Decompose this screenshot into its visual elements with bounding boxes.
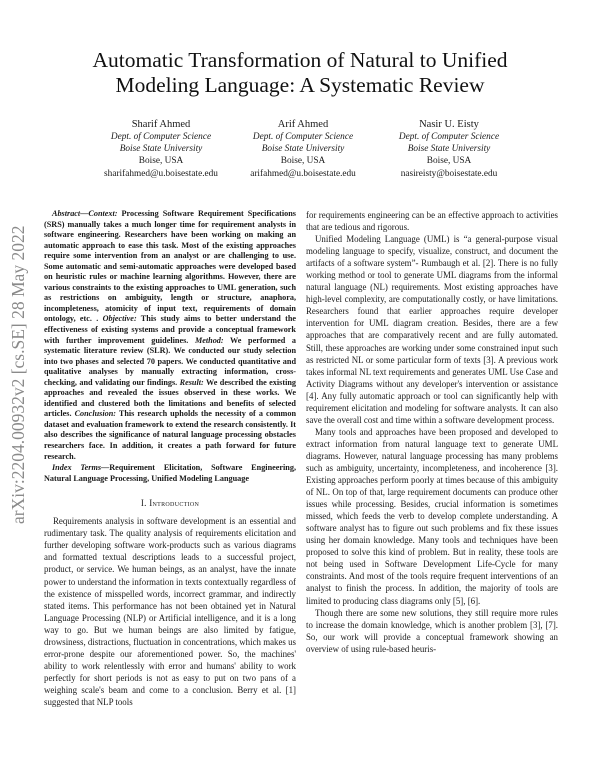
intro-paragraph-uml: Unified Modeling Language (UML) is “a general-purpose visual modeling language to specify, visualize, construct, and document the artifacts of a software system”- Rumbaugh et al. [2]. There is no fully working method or tool to generate UML diagrams from the informal natural language (NL) requirements. Most existing approaches have high-level complexity, are computationally costly, or have limitations. Researchers found that earlier approaches require developer intervention for UML diagram creation. Besides, there are a few approaches that are comparatively recent and are fully automated. Still, these approaches are working under some constrained input such as restricted NL or some particular form of texts [3]. A previous work takes informal NL text requirements and generates UML Use Case and Activity Diagrams without any developer's intervention or assistance [4]. Any fully automatic approach or tool can significantly help with requirement elicitation and modeling for software analysts. It can also save the overall cost and time within a software development process. [306,234,558,425]
author-name: Nasir U. Eisty [419,119,479,130]
abstract-context: Processing Software Requirement Specifications (SRS) manually takes a much longer time for requirement analysts in software engineering. Researchers have been working on making an automatic approach to ease this task. Most of the existing approaches require some intervention from an analyst or are challenging to use. Some automatic and semi-automatic approaches were developed based on heuristic rules or machine learning algorithms. However, there are various constraints to the existing approaches to UML generation, such as restrictions on ambiguity, length or structure, anaphora, incompleteness, atomicity of input text, requirements of domain ontology, etc. . [44,209,296,324]
author-department: Dept. of Computer Science [398,132,500,142]
abstract-objective: This study aims to better understand the effectiveness of existing systems and provide a conceptual framework with further improvement guidelines. [44,314,297,345]
arxiv-identifier: arXiv:2204.00932v2 [cs.SE] 28 May 2022 [8,225,28,525]
abstract-result-label: Result: [179,377,204,387]
index-terms-label: Index Terms [52,463,102,473]
intro-paragraph-1: Requirements analysis in software development is an essential and rudimentary task. The quality analysis of requirements elicitation and further developing software work-products such as various diagrams and formatted textual descriptions leads to a successful project, product, or service. We human beings, as an analyst, have the innate power to understand the information in texts contextually regardless of the existence of misspelled words, incorrect grammar, and indirectly stated items. This performance has not been obtained yet in Natural Language Processing (NLP) or Artificial intelligence, and it is a long way to go. But we human beings are also limited by fatigue, drowsiness, distractions, fluctuation in concentrations, which makes us error-prone despite our aforementioned power. So, the machines' ability to work relentlessly with error and humans' ability to work perfectly for short periods is not as easy to put on two pans of a weighing scale's beam and come to a conclusion. Berry et al. [1] suggested that NLP tools [44,516,296,707]
section-heading-introduction: I. Introduction [140,498,200,509]
author-city: Boise, USA [138,156,184,167]
intro-paragraph-solutions: Though there are some new solutions, they still require more rules to increase the domain knowledge, which is another problem [3], [7]. So, our work will provide a conceptual framework showing an overview of using rule-based heuris- [306,607,558,654]
intro-paragraph-continuation: for requirements engineering can be an effective approach to activities that are tedious and rigorous. [306,210,558,233]
index-terms-text: —Requirement Elicitation, Software Engineering, Natural Language Processing, Unified Modeling Language [44,463,296,483]
abstract-conclusion-label: Conclusion: [74,409,116,419]
left-column [44,209,296,708]
author-city: Boise, USA [426,156,472,167]
abstract-method-label: Method: [194,335,224,345]
abstract-objective-label: Objective: [102,314,137,324]
intro-paragraph-tools: Many tools and approaches have been proposed and developed to extract information from natural language text to generate UML diagrams. However, natural language processing has many problems such as ambiguity, uncertainty, incompleteness, and incoherence [3]. Existing approaches perform poorly at times because of this ambiguity of NL. On top of that, large requirement documents can produce other issues while processing. Besides, crucial information is sometimes missed, which feeds the verb to develop complete understanding. A software analyst has to figure out such problems and fix these issues using her domain knowledge. Many tools and techniques have been proposed to solve this kind of problem. But in reality, these tools are not being used in Software Development Life-Cycle for many constraints. And most of the tools require frequent interventions of an analyst to finish the process. In addition, the majority of tools are limited to producing class diagrams only [5], [6]. [306,426,558,606]
title-line-1: Automatic Transformation of Natural to Unified [92,48,508,72]
author-department: Dept. of Computer Science [252,132,354,142]
author-department: Dept. of Computer Science [110,132,212,142]
author-name: Sharif Ahmed [131,119,191,130]
author-email[interactable]: arifahmed@u.boisestate.edu [250,168,356,179]
title-line-2: Modeling Language: A Systematic Review [115,73,485,97]
author-name: Arif Ahmed [277,119,329,130]
author-university: Boise State University [119,144,203,155]
abstract-result: We described the existing approaches and revealed the issues observed in these works. We identified and clustered both the limitations and benefits of selected articles. [44,377,297,419]
author-email[interactable]: nasireisty@boisestate.edu [400,168,498,179]
author-block-2 [218,118,388,180]
author-block-3 [364,118,534,180]
abstract-method: We performed a systematic literature review (SLR). We conducted our study selection into two phases and selected 70 papers. We conducted quantitative and qualitative analyses by manually extracting information, cross-checking, and validating our findings. [44,335,296,387]
right-column [306,209,558,655]
author-city: Boise, USA [280,156,326,167]
abstract-label: Abstract—Context: [52,209,118,218]
author-email[interactable]: sharifahmed@u.boisestate.edu [104,168,218,179]
paper-title [40,48,560,98]
author-university: Boise State University [261,144,345,155]
author-university: Boise State University [407,144,491,155]
abstract-conclusion: This research upholds the necessity of a common dataset and evaluation framework to extend the research consistently. It also describes the significance of natural language processing obstacles researchers face. In addition, it creates a path forward for future research. [44,409,296,461]
index-terms [44,463,296,484]
abstract [44,209,296,462]
